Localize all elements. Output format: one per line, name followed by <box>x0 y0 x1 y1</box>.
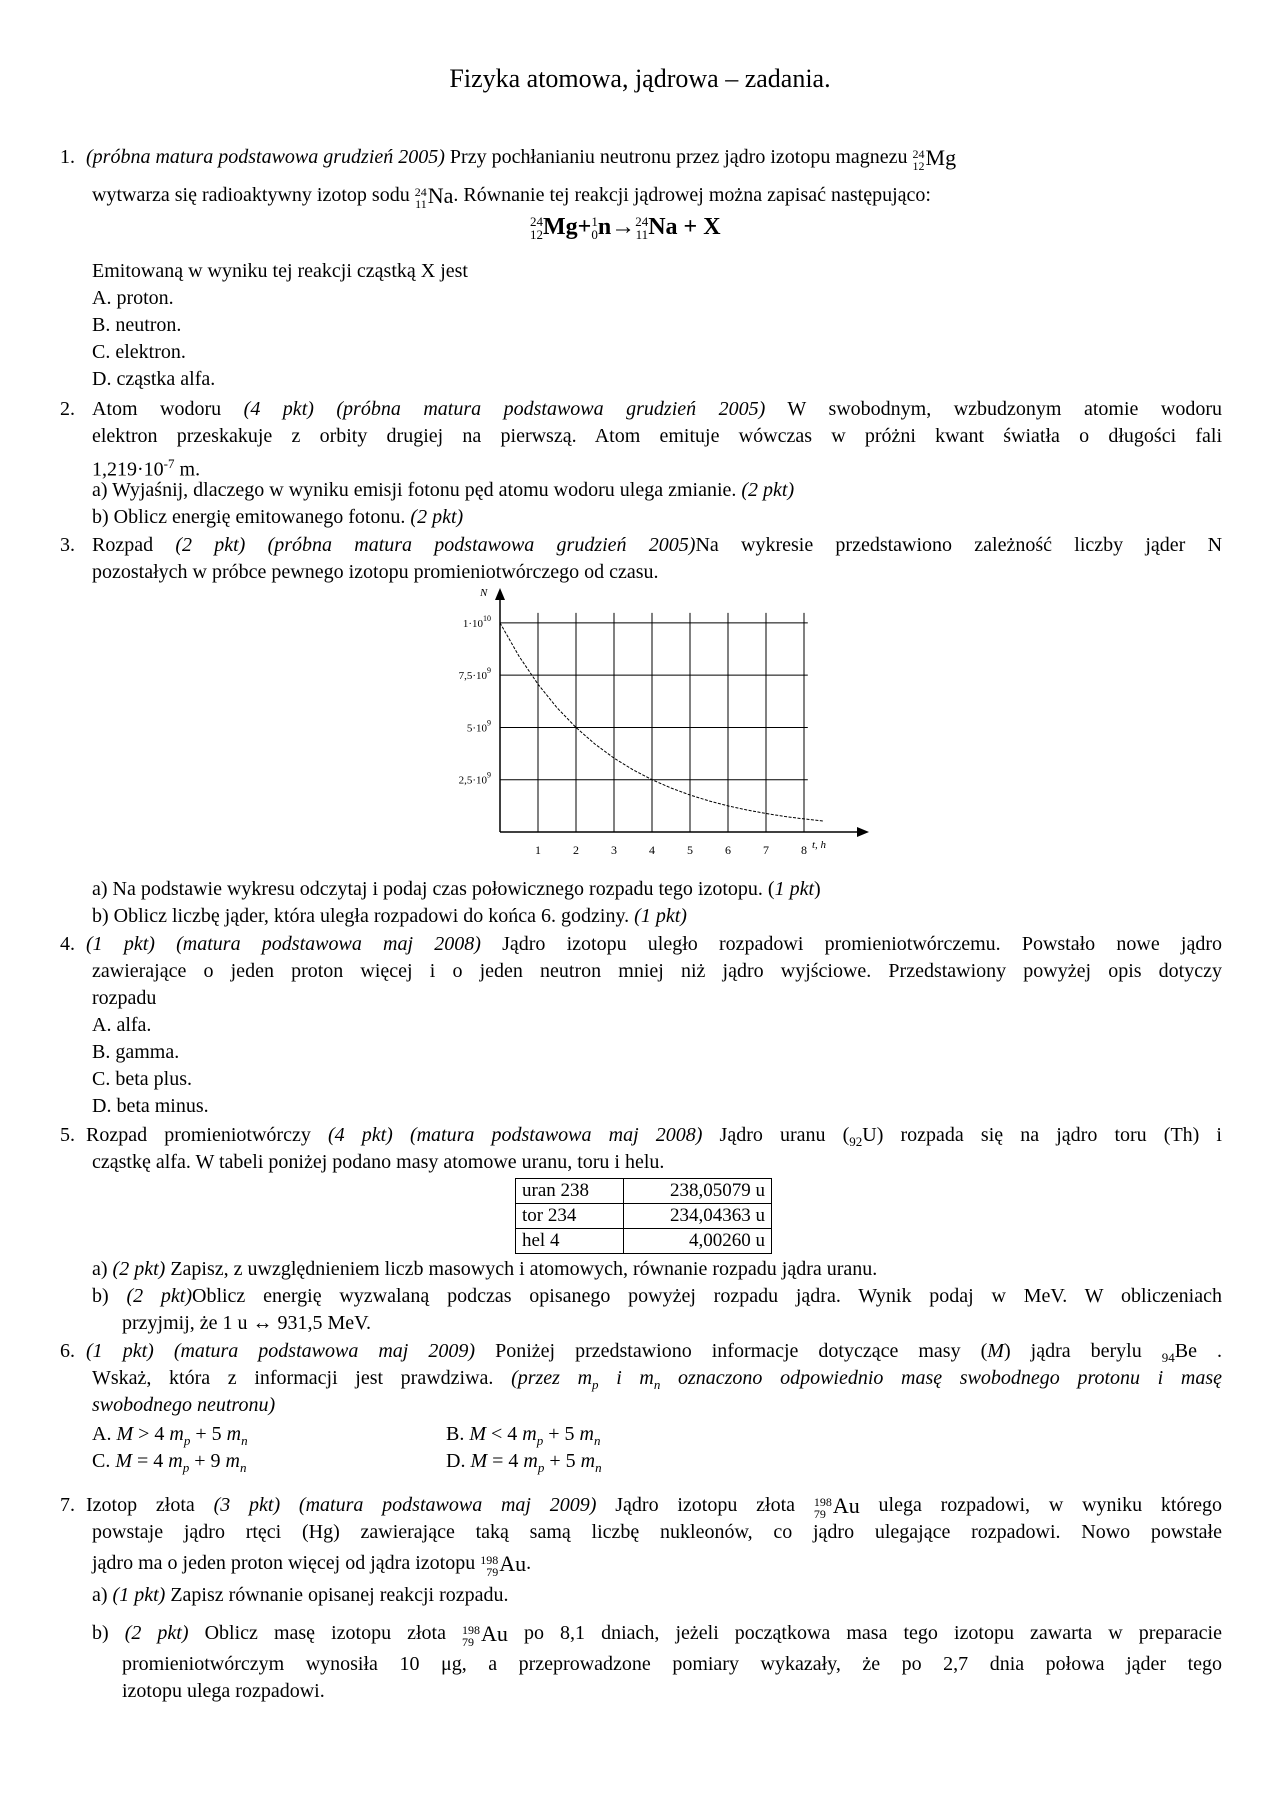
q6-b-rel: < 4 <box>486 1423 523 1445</box>
q2-text1: W swobodnym, wzbudzonym atomie wodoru <box>765 398 1222 420</box>
q6-b-b: + 5 <box>543 1423 580 1445</box>
na-mass: 24 <box>414 185 427 200</box>
q7-points: (3 pkt) <box>213 1494 281 1517</box>
au-nuclide <box>814 1492 860 1521</box>
q6-d-label: D. <box>446 1450 471 1472</box>
mg-nuclide <box>913 144 957 173</box>
q6-points: (1 pkt) <box>86 1340 154 1362</box>
na-symbol: Na <box>427 183 454 208</box>
q3-b-text: b) Oblicz liczbę jąder, która uległa rozpadowi do końca 6. godziny. <box>92 905 635 927</box>
q6-b-n: n <box>593 1433 601 1448</box>
q6-option-b: B. M < 4 $m_p + 5$ $m_n$ <box>446 1423 601 1448</box>
q4-text1: Jądro izotopu uległo rozpadowi promieniotwórczemu. Powstało nowe jądro <box>480 933 1222 955</box>
x-tick-label: 5 <box>687 843 693 857</box>
q6-a-rel: > 4 <box>133 1423 170 1445</box>
q6-a-label: A. <box>92 1423 117 1445</box>
q3-points: (2 pkt) <box>175 534 246 556</box>
q6-note4: swobodnego neutronu) <box>92 1394 276 1416</box>
q3-line1 <box>92 532 1222 559</box>
decay-curve <box>500 623 823 821</box>
q1-option-c: C. elektron. <box>92 341 186 363</box>
table-cell-mass: 4,00260 u <box>624 1229 772 1254</box>
q3-b-pts: (1 pkt) <box>634 905 687 927</box>
q6-be-z: 94 <box>1161 1350 1175 1365</box>
q6-b-label: B. <box>446 1423 470 1445</box>
q7-text3a: jądro ma o jeden proton więcej od jądra izotopu <box>92 1552 481 1575</box>
q7-part-b3: izotopu ulega rozpadowi. <box>122 1680 325 1702</box>
table-cell-mass: 234,04363 u <box>624 1204 772 1229</box>
q6-text1b: ) jądra berylu <box>1003 1340 1162 1362</box>
q2-exp: -7 <box>163 456 175 471</box>
x-tick-label: 2 <box>573 843 579 857</box>
na-atomic: 11 <box>415 197 427 212</box>
q7-line2: powstaje jądro rtęci (Hg) zawierające taką samą liczbę nukleonów, co jądro ulegające rozpadowi. Nowo powstałe <box>92 1521 1222 1543</box>
q6-note2: i m <box>598 1367 654 1389</box>
table-cell-name: tor 234 <box>516 1204 624 1229</box>
q3-a-pts: 1 pkt <box>774 878 814 900</box>
x-tick-label: 1 <box>535 843 541 857</box>
x-axis-arrow <box>857 827 869 837</box>
q6-note-p: p <box>592 1377 599 1392</box>
eq-na: Na + X <box>648 214 721 240</box>
au-nuclide <box>462 1620 508 1649</box>
q4-option-d: D. beta minus. <box>92 1095 209 1117</box>
au-atomic: 79 <box>486 1565 499 1580</box>
q5-source: (matura podstawowa maj 2008) <box>392 1124 703 1146</box>
q3-part-a <box>92 876 821 903</box>
q2-a-pts: (2 pkt) <box>741 479 795 501</box>
table-cell-name: hel 4 <box>516 1229 624 1254</box>
q2-points: (4 pkt) <box>243 398 314 420</box>
q6-d-m: M <box>470 1450 488 1472</box>
atomic-mass-table <box>515 1178 772 1254</box>
y-axis-label: N <box>480 587 488 599</box>
au-mass: 198 <box>813 1495 832 1510</box>
eq-n-mass: 1 <box>591 214 598 230</box>
q1-text: Przy pochłanianiu neutronu przez jądro izotopu magnezu <box>444 146 913 169</box>
q6-d-p: p <box>537 1460 545 1475</box>
reaction-equation <box>530 214 721 241</box>
x-tick-label: 3 <box>611 843 617 857</box>
q7-text1: Jądro izotopu złota <box>596 1494 814 1517</box>
q6-c-n: n <box>239 1460 247 1475</box>
q7-text3b: . <box>526 1552 532 1575</box>
eq-na-mass: 24 <box>635 214 649 230</box>
q7-part-a: a) (1 pkt) Zapisz równanie opisanej reakcji rozpadu. <box>92 1584 509 1606</box>
q2-lead: Atom wodoru <box>92 398 244 420</box>
q2-unit: m. <box>174 458 201 481</box>
table-row <box>516 1204 772 1229</box>
q3-a-end: ) <box>814 878 821 900</box>
q6-c-label: C. <box>92 1450 116 1472</box>
x-tick-label: 8 <box>801 843 807 857</box>
q2-b-pts: (2 pkt) <box>410 506 464 528</box>
decay-chart <box>420 584 880 874</box>
x-tick-label: 4 <box>649 843 655 857</box>
q1-number: 1. <box>60 146 75 168</box>
q6-a-b: + 5 <box>190 1423 227 1445</box>
q5-a-text: Zapisz, z uwzględnieniem liczb masowych i atomowych, równanie rozpadu jądra uranu. <box>165 1258 878 1280</box>
q7-part-b: b) (2 pkt) Oblicz masę izotopu złota 198 79 Au po 8,1 dniach, jeżeli początkowa masa tego izotopu zawarta w preparacie <box>92 1621 1222 1650</box>
q1-line1 <box>86 144 1126 173</box>
table-cell-mass: 238,05079 u <box>624 1179 772 1204</box>
q6-option-a: A. M > 4 $m_p + 5$ $m_n$ <box>92 1423 248 1448</box>
q4-line1 <box>86 931 1222 958</box>
q7-b1b: po 8,1 dniach, jeżeli początkowa masa tego izotopu zawarta w preparacie <box>507 1622 1222 1645</box>
y-tick-label: $1\cdot 10^{10}$ <box>462 613 491 630</box>
q6-note-n: n <box>653 1377 661 1392</box>
q1-text2b: . Równanie tej reakcji jądrowej można zapisać następująco: <box>453 184 931 207</box>
q2-line1 <box>92 396 1222 423</box>
y-tick-label: $7,5\cdot 10^9$ <box>458 666 491 683</box>
q6-be: Be . <box>1174 1340 1223 1362</box>
q2-part-b <box>92 504 463 531</box>
q1-line2 <box>92 182 1132 211</box>
na-nuclide <box>415 182 454 211</box>
q5-uranium-z: 92 <box>849 1134 863 1149</box>
q5-part-b2: przyjmij, że 1 u ↔ 931,5 MeV. <box>122 1312 372 1334</box>
q5-lead: Rozpad promieniotwórczy <box>86 1124 328 1146</box>
q2-source: (próbna matura podstawowa grudzień 2005) <box>313 398 766 420</box>
q6-note1: (przez m <box>511 1367 593 1389</box>
au-mass: 198 <box>462 1623 481 1638</box>
table-row <box>516 1179 772 1204</box>
q7-b-pts: (2 pkt) <box>124 1622 189 1645</box>
y-tick-label: $5\cdot 10^9$ <box>466 718 491 735</box>
q5-line2: cząstkę alfa. W tabeli poniżej podano masy atomowe uranu, toru i helu. <box>92 1151 665 1173</box>
q4-line2: zawierające o jeden proton więcej i o jeden neutron mniej niż jądro wyjściowe. Przedstawiony powyżej opis dotyczy <box>92 960 1222 982</box>
q6-c-m: M <box>115 1450 133 1472</box>
q1-option-b: B. neutron. <box>92 314 182 336</box>
au-symbol: Au <box>481 1621 508 1646</box>
q6-c-p: p <box>182 1460 190 1475</box>
au-nuclide <box>480 1550 526 1579</box>
q3-source: (próbna matura podstawowa grudzień 2005) <box>245 534 696 556</box>
q6-c-b: + 9 <box>189 1450 226 1472</box>
table-row <box>516 1229 772 1254</box>
q5-number: 5. <box>60 1124 75 1146</box>
q5-text1b: U) rozpada się na jądro toru (Th) i <box>862 1124 1222 1146</box>
q1-source: (próbna matura podstawowa grudzień 2005) <box>86 146 445 169</box>
q6-d-rel: = 4 <box>487 1450 524 1472</box>
q7-source: (matura podstawowa maj 2009) <box>280 1494 597 1517</box>
q6-a-p: p <box>183 1433 191 1448</box>
q2-line2: elektron przeskakuje z orbity drugiej na pierwszą. Atom emituje wówczas w próżni kwant światła o długości fali <box>92 425 1222 447</box>
q4-option-c: C. beta plus. <box>92 1068 192 1090</box>
q3-a-text: a) Na podstawie wykresu odczytaj i podaj czas połowicznego rozpadu tego izotopu. ( <box>92 878 775 900</box>
q7-line1 <box>86 1492 1222 1521</box>
q3-line2: pozostałych w próbce pewnego izotopu promieniotwórczego od czasu. <box>92 561 659 583</box>
q7-a-pts: (1 pkt) <box>112 1584 166 1606</box>
eq-n-atomic: 0 <box>591 227 598 243</box>
y-axis-arrow <box>495 588 505 600</box>
q6-option-d: D. M = 4 $m_p + 5$ $m_n$ <box>446 1450 602 1475</box>
q2-b-text: b) Oblicz energię emitowanego fotonu. <box>92 506 411 528</box>
au-atomic: 79 <box>462 1635 475 1650</box>
q3-number: 3. <box>60 534 75 556</box>
q6-a-n: n <box>241 1433 248 1448</box>
q7-line3 <box>92 1550 531 1579</box>
q3-part-b <box>92 903 687 930</box>
q5-text1a: Jądro uranu ( <box>702 1124 850 1146</box>
table-cell-name: uran 238 <box>516 1179 624 1204</box>
q6-d-n: n <box>595 1460 602 1475</box>
q5-b-text: Oblicz energię wyzwalaną podczas opisanego powyżej rozpadu jądra. Wynik podaj w MeV. W obliczeniach <box>192 1285 1222 1307</box>
q5-part-a: a) (2 pkt) Zapisz, z uwzględnieniem liczb masowych i atomowych, równanie rozpadu jądra uranu. <box>92 1258 878 1280</box>
q6-m: M <box>987 1340 1004 1362</box>
q6-b-p: p <box>536 1433 544 1448</box>
q4-line3: rozpadu <box>92 987 157 1009</box>
q7-number: 7. <box>60 1494 75 1516</box>
q2-val: 1,219·10 <box>92 458 164 481</box>
q2-number: 2. <box>60 398 75 420</box>
q5-points: (4 pkt) <box>327 1124 393 1146</box>
q6-text1: Poniżej przedstawiono informacje dotyczące masy ( <box>475 1340 988 1362</box>
x-axis-label: t, h <box>812 839 827 851</box>
q7-text1b: ulega rozpadowi, w wyniku którego <box>859 1494 1222 1517</box>
q1-text2a: wytwarza się radioaktywny izotop sodu <box>92 184 415 207</box>
page-title: Fizyka atomowa, jądrowa – zadania. <box>449 64 831 93</box>
q6-note3: oznaczono odpowiednio masę swobodnego protonu i masę <box>660 1367 1222 1389</box>
q3-lead: Rozpad <box>92 534 176 556</box>
q4-points: (1 pkt) <box>86 933 155 955</box>
eq-mg-mass: 24 <box>530 214 543 230</box>
q6-text2: Wskaż, która z informacji jest prawdziwa. <box>92 1367 512 1389</box>
eq-n: n→ <box>597 214 636 240</box>
q6-c-rel: = 4 <box>132 1450 169 1472</box>
q4-option-b: B. gamma. <box>92 1041 180 1063</box>
au-atomic: 79 <box>813 1507 826 1522</box>
q4-source: (matura podstawowa maj 2008) <box>154 933 481 955</box>
q2-a-text: a) Wyjaśnij, dlaczego w wyniku emisji fotonu pęd atomu wodoru ulega zmianie. <box>92 479 742 501</box>
q6-d-b: + 5 <box>544 1450 581 1472</box>
q6-a-m: M <box>116 1423 134 1445</box>
q6-line3 <box>92 1392 275 1419</box>
q5-b-pts: (2 pkt) <box>126 1285 192 1307</box>
q1-option-a: A. proton. <box>92 287 174 309</box>
q7-part-b2: promieniotwórczym wynosiła 10 μg, a przeprowadzone pomiary wykazały, że po 2,7 dnia połowa jąder tego <box>122 1653 1222 1675</box>
q4-number: 4. <box>60 933 75 955</box>
q5-a-pts: (2 pkt) <box>112 1258 166 1280</box>
q1-option-d: D. cząstka alfa. <box>92 368 216 390</box>
au-mass: 198 <box>480 1553 499 1568</box>
q1-prompt: Emitowaną w wyniku tej reakcji cząstką X jest <box>92 260 468 282</box>
x-tick-label: 7 <box>763 843 769 857</box>
q2-part-a <box>92 477 794 504</box>
mg-mass: 24 <box>912 147 925 162</box>
q7-b1: Oblicz masę izotopu złota <box>188 1622 463 1645</box>
mg-symbol: Mg <box>925 145 957 170</box>
eq-mg: Mg+ <box>543 214 592 240</box>
q3-text1: Na wykresie przedstawiono zależność liczby jąder N <box>695 534 1223 556</box>
q7-lead: Izotop złota <box>86 1494 214 1517</box>
mg-atomic: 12 <box>912 159 925 174</box>
q5-part-b: b) (2 pkt)Oblicz energię wyzwalaną podczas opisanego powyżej rozpadu jądra. Wynik podaj w MeV. W obliczeniach <box>92 1285 1222 1307</box>
q7-a-text: Zapisz równanie opisanej reakcji rozpadu. <box>165 1584 509 1606</box>
x-tick-label: 6 <box>725 843 731 857</box>
eq-na-atomic: 11 <box>635 227 649 243</box>
au-symbol: Au <box>832 1493 860 1518</box>
y-tick-label: $2,5\cdot 10^9$ <box>458 770 491 787</box>
q4-option-a: A. alfa. <box>92 1014 152 1036</box>
q6-b-m: M <box>469 1423 487 1445</box>
eq-mg-atomic: 12 <box>530 227 543 243</box>
q6-source: (matura podstawowa maj 2009) <box>153 1340 476 1362</box>
q6-option-c: C. M = 4 $m_p + 9$ $m_n$ <box>92 1450 247 1475</box>
q6-number: 6. <box>60 1340 75 1362</box>
au-symbol: Au <box>499 1551 527 1576</box>
